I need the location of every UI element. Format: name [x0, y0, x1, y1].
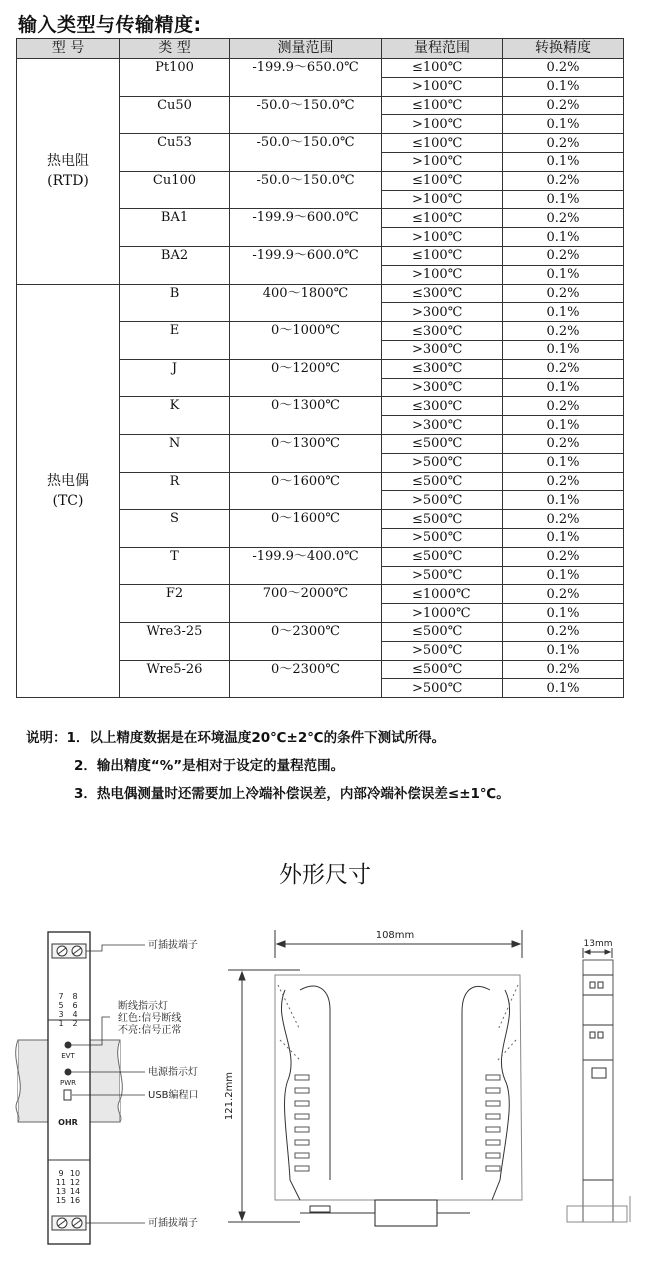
sensor-type-cell: Wre5-26	[120, 660, 230, 698]
table-row	[17, 59, 624, 78]
pin-number: 12	[69, 1178, 81, 1187]
span-range-cell: >1000℃	[382, 604, 503, 623]
accuracy-cell: 0.1%	[503, 115, 624, 134]
sensor-type-cell: F2	[120, 585, 230, 623]
span-range-cell: >300℃	[382, 378, 503, 397]
span-range-cell: ≤100℃	[382, 171, 503, 190]
header-accuracy: 转换精度	[503, 39, 624, 59]
dimension-drawing	[0, 900, 650, 1276]
accuracy-cell: 0.1%	[503, 378, 624, 397]
pin-number: 15	[55, 1196, 67, 1205]
span-range-cell: ≤100℃	[382, 59, 503, 78]
span-range-cell: >300℃	[382, 340, 503, 359]
break-led-red: 红色:信号断线	[118, 1013, 182, 1024]
sensor-type-cell: Wre3-25	[120, 622, 230, 660]
span-range-cell: >100℃	[382, 265, 503, 284]
span-range-cell: ≤100℃	[382, 209, 503, 228]
note-2: 2．输出精度“%”是相对于设定的量程范围。	[74, 758, 345, 774]
accuracy-cell: 0.2%	[503, 434, 624, 453]
accuracy-cell: 0.1%	[503, 228, 624, 247]
header-measure-range: 测量范围	[230, 39, 382, 59]
span-range-cell: >100℃	[382, 228, 503, 247]
sensor-type-cell: Pt100	[120, 59, 230, 97]
dimensions-title: 外形尺寸	[279, 862, 371, 888]
sensor-type-cell: R	[120, 472, 230, 510]
measure-range-cell: 0～1600℃	[230, 510, 382, 548]
accuracy-cell: 0.2%	[503, 660, 624, 679]
pin-number: 1	[58, 1019, 64, 1028]
accuracy-cell: 0.2%	[503, 622, 624, 641]
group-code: (TC)	[52, 492, 84, 509]
measure-range-cell: -50.0～150.0℃	[230, 96, 382, 134]
group-name: 热电偶	[47, 472, 89, 489]
sensor-type-cell: S	[120, 510, 230, 548]
terminal-top-label: 可插拔端子	[148, 940, 198, 951]
pin-number: 5	[58, 1001, 64, 1010]
span-range-cell: >500℃	[382, 528, 503, 547]
group-cell	[17, 284, 120, 698]
sensor-type-cell: J	[120, 359, 230, 397]
accuracy-cell: 0.1%	[503, 491, 624, 510]
accuracy-cell: 0.1%	[503, 641, 624, 660]
measure-range-cell: -199.9～650.0℃	[230, 59, 382, 97]
table-header-row	[17, 39, 624, 59]
pin-number: 8	[72, 992, 78, 1001]
span-range-cell: ≤300℃	[382, 322, 503, 341]
span-range-cell: >500℃	[382, 641, 503, 660]
span-range-cell: ≤300℃	[382, 284, 503, 303]
span-range-cell: ≤500℃	[382, 434, 503, 453]
note-3: 3．热电偶测量时还需要加上冷端补偿误差，内部冷端补偿误差≤±1℃。	[74, 786, 510, 802]
break-led-title: 断线指示灯	[118, 1001, 168, 1012]
span-range-cell: >500℃	[382, 566, 503, 585]
accuracy-cell: 0.1%	[503, 453, 624, 472]
span-range-cell: >300℃	[382, 303, 503, 322]
sensor-type-cell: BA1	[120, 209, 230, 247]
measure-range-cell: 700～2000℃	[230, 585, 382, 623]
accuracy-cell: 0.2%	[503, 96, 624, 115]
span-range-cell: ≤300℃	[382, 359, 503, 378]
sensor-type-cell: Cu53	[120, 134, 230, 172]
measure-range-cell: -50.0～150.0℃	[230, 134, 382, 172]
span-range-cell: ≤100℃	[382, 96, 503, 115]
accuracy-cell: 0.2%	[503, 510, 624, 529]
sensor-type-cell: E	[120, 322, 230, 360]
measure-range-cell: 400～1800℃	[230, 284, 382, 322]
pin-number: 2	[72, 1019, 78, 1028]
span-range-cell: ≤100℃	[382, 134, 503, 153]
accuracy-cell: 0.2%	[503, 284, 624, 303]
span-range-cell: ≤500℃	[382, 622, 503, 641]
accuracy-cell: 0.1%	[503, 77, 624, 96]
span-range-cell: >100℃	[382, 190, 503, 209]
sensor-type-cell: T	[120, 547, 230, 585]
span-range-cell: >500℃	[382, 491, 503, 510]
sensor-type-cell: BA2	[120, 246, 230, 284]
measure-range-cell: -199.9～400.0℃	[230, 547, 382, 585]
sensor-type-cell: Cu100	[120, 171, 230, 209]
accuracy-cell: 0.2%	[503, 585, 624, 604]
height-dimension: 121.2mm	[224, 1071, 235, 1121]
accuracy-cell: 0.2%	[503, 322, 624, 341]
break-led-off: 不亮:信号正常	[118, 1025, 182, 1036]
pwr-label: PWR	[59, 1079, 77, 1087]
accuracy-cell: 0.1%	[503, 604, 624, 623]
span-range-cell: >300℃	[382, 416, 503, 435]
measure-range-cell: -199.9～600.0℃	[230, 209, 382, 247]
depth-dimension: 13mm	[583, 939, 613, 949]
measure-range-cell: -50.0～150.0℃	[230, 171, 382, 209]
accuracy-table	[16, 38, 624, 698]
accuracy-cell: 0.2%	[503, 472, 624, 491]
pin-number: 13	[55, 1187, 67, 1196]
accuracy-cell: 0.2%	[503, 59, 624, 78]
measure-range-cell: 0～1300℃	[230, 434, 382, 472]
span-range-cell: >100℃	[382, 152, 503, 171]
group-code: (RTD)	[47, 173, 89, 190]
span-range-cell: ≤100℃	[382, 246, 503, 265]
span-range-cell: ≤500℃	[382, 472, 503, 491]
measure-range-cell: 0～2300℃	[230, 660, 382, 698]
sensor-type-cell: K	[120, 397, 230, 435]
accuracy-cell: 0.2%	[503, 397, 624, 416]
usb-port-label: USB编程口	[148, 1090, 199, 1101]
span-range-cell: ≤500℃	[382, 660, 503, 679]
accuracy-cell: 0.2%	[503, 134, 624, 153]
usb-port-icon	[64, 1090, 71, 1100]
evt-label: EVT	[61, 1052, 75, 1060]
accuracy-cell: 0.2%	[503, 359, 624, 378]
header-model: 型 号	[17, 39, 120, 59]
accuracy-cell: 0.2%	[503, 547, 624, 566]
pin-number: 9	[58, 1169, 64, 1178]
accuracy-cell: 0.1%	[503, 190, 624, 209]
end-view	[567, 948, 630, 1222]
accuracy-cell: 0.1%	[503, 340, 624, 359]
measure-range-cell: 0～1200℃	[230, 359, 382, 397]
group-cell	[17, 59, 120, 285]
span-range-cell: ≤500℃	[382, 547, 503, 566]
span-range-cell: ≤500℃	[382, 510, 503, 529]
span-range-cell: ≤1000℃	[382, 585, 503, 604]
header-type: 类 型	[120, 39, 230, 59]
measure-range-cell: -199.9～600.0℃	[230, 246, 382, 284]
measure-range-cell: 0～1000℃	[230, 322, 382, 360]
accuracy-cell: 0.2%	[503, 209, 624, 228]
table-row	[17, 284, 624, 303]
group-name: 热电阻	[47, 153, 89, 170]
power-led-label: 电源指示灯	[148, 1067, 198, 1078]
span-range-cell: >500℃	[382, 679, 503, 698]
measure-range-cell: 0～1300℃	[230, 397, 382, 435]
sensor-type-cell: Cu50	[120, 96, 230, 134]
pin-number: 11	[55, 1178, 67, 1187]
span-range-cell: >100℃	[382, 115, 503, 134]
header-span-range: 量程范围	[382, 39, 503, 59]
accuracy-cell: 0.1%	[503, 528, 624, 547]
section-heading: 输入类型与传输精度:	[18, 14, 202, 36]
sensor-type-cell: B	[120, 284, 230, 322]
pin-number: 10	[69, 1169, 81, 1178]
span-range-cell: ≤300℃	[382, 397, 503, 416]
sensor-type-cell: N	[120, 434, 230, 472]
width-dimension: 108mm	[375, 930, 415, 941]
measure-range-cell: 0～2300℃	[230, 622, 382, 660]
pin-number: 16	[69, 1196, 81, 1205]
pin-number: 7	[58, 992, 64, 1001]
accuracy-cell: 0.2%	[503, 246, 624, 265]
accuracy-cell: 0.1%	[503, 265, 624, 284]
pin-number: 6	[72, 1001, 78, 1010]
span-range-cell: >500℃	[382, 453, 503, 472]
accuracy-cell: 0.1%	[503, 152, 624, 171]
accuracy-cell: 0.2%	[503, 171, 624, 190]
notes	[26, 724, 510, 808]
measure-range-cell: 0～1600℃	[230, 472, 382, 510]
pin-number: 4	[72, 1010, 78, 1019]
span-range-cell: >100℃	[382, 77, 503, 96]
pin-number: 3	[58, 1010, 64, 1019]
accuracy-cell: 0.1%	[503, 566, 624, 585]
accuracy-cell: 0.1%	[503, 303, 624, 322]
note-1: 说明：1．以上精度数据是在环境温度20℃±2℃的条件下测试所得。	[26, 730, 446, 746]
terminal-bottom-label: 可插拔端子	[148, 1218, 198, 1229]
side-view	[228, 930, 522, 1226]
brand-logo: OHR	[58, 1118, 78, 1127]
pin-number: 14	[69, 1187, 81, 1196]
accuracy-cell: 0.1%	[503, 679, 624, 698]
accuracy-cell: 0.1%	[503, 416, 624, 435]
